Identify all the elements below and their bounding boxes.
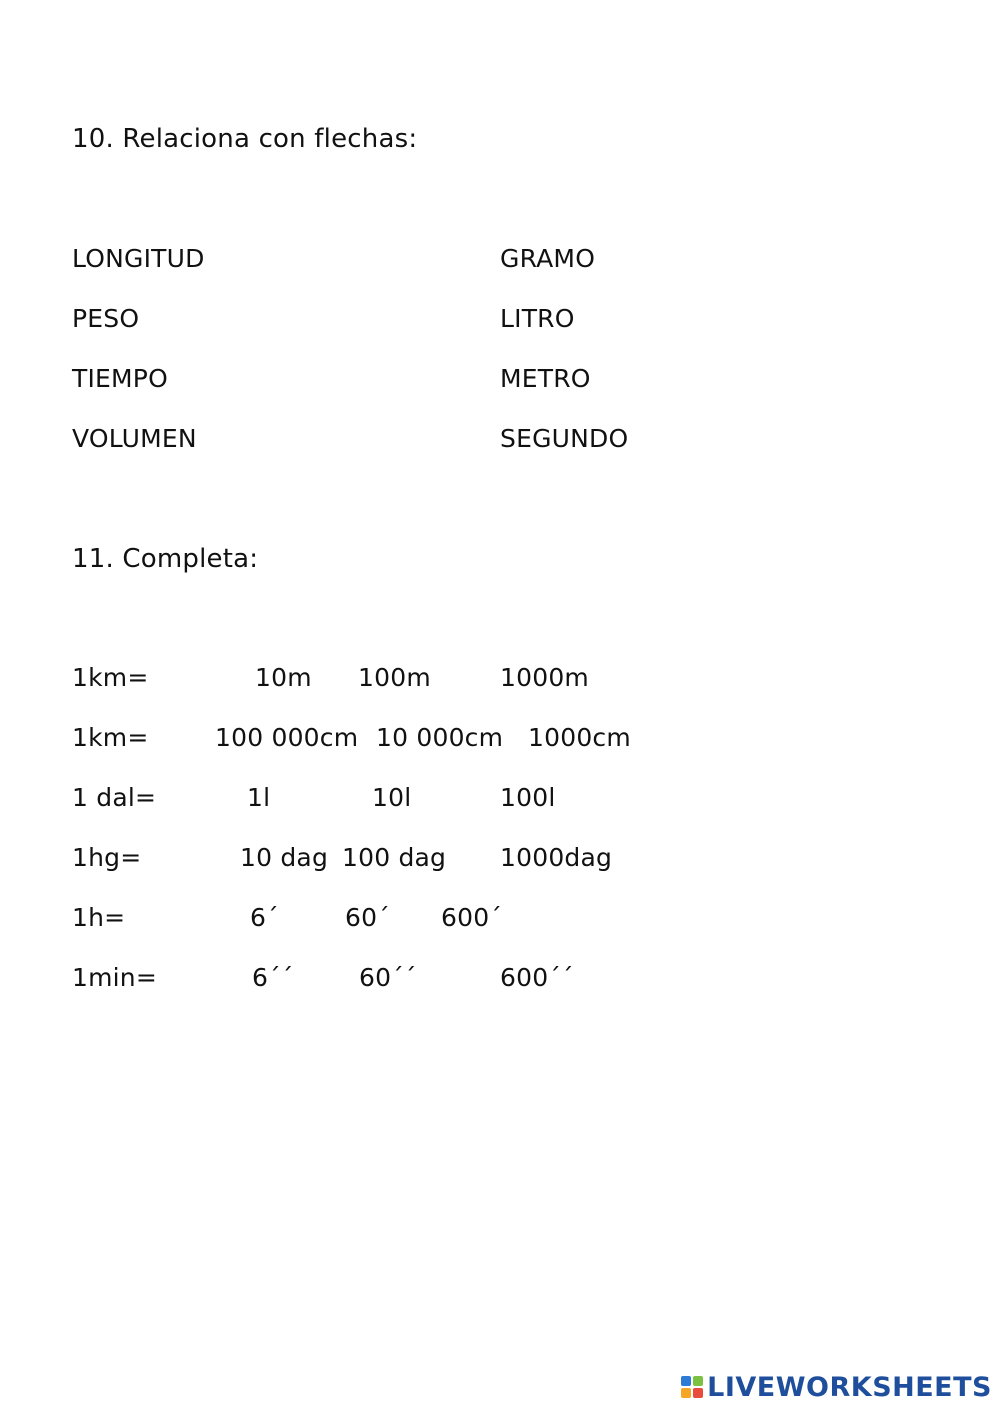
- row-option: 6´: [250, 903, 279, 932]
- left-item-tiempo: TIEMPO: [72, 364, 168, 393]
- row-option: 60´: [345, 903, 390, 932]
- row-option: 100 000cm: [215, 723, 359, 752]
- right-item-gramo: GRAMO: [500, 244, 596, 273]
- row-option: 1000m: [500, 663, 589, 692]
- row-option: 100m: [358, 663, 431, 692]
- row-label: 1min=: [72, 963, 157, 992]
- row-label: 1 dal=: [72, 783, 157, 812]
- right-item-metro: METRO: [500, 364, 591, 393]
- row-label: 1km=: [72, 663, 149, 692]
- left-item-volumen: VOLUMEN: [72, 424, 197, 453]
- liveworksheets-mark-icon: [681, 1376, 703, 1398]
- row-option: 6´´: [252, 963, 294, 992]
- row-option: 600´: [441, 903, 503, 932]
- row-label: 1h=: [72, 903, 126, 932]
- row-label: 1km=: [72, 723, 149, 752]
- logo-square: [693, 1376, 703, 1386]
- row-label: 1hg=: [72, 843, 142, 872]
- row-option: 1l: [247, 783, 271, 812]
- logo-square: [693, 1388, 703, 1398]
- liveworksheets-logo-text: LIVEWORKSHEETS: [707, 1371, 992, 1403]
- row-option: 100 dag: [342, 843, 447, 872]
- liveworksheets-logo: [681, 1369, 992, 1405]
- row-option: 1000dag: [500, 843, 613, 872]
- exercise-10-title: 10. Relaciona con flechas:: [72, 124, 418, 154]
- right-item-segundo: SEGUNDO: [500, 424, 629, 453]
- row-option: 600´´: [500, 963, 574, 992]
- left-item-longitud: LONGITUD: [72, 244, 205, 273]
- row-option: 10 dag: [240, 843, 329, 872]
- row-option: 60´´: [359, 963, 417, 992]
- row-option: 10l: [372, 783, 412, 812]
- row-option: 1000cm: [528, 723, 631, 752]
- row-option: 100l: [500, 783, 556, 812]
- row-option: 10 000cm: [376, 723, 504, 752]
- left-item-peso: PESO: [72, 304, 140, 333]
- logo-square: [681, 1376, 691, 1386]
- row-option: 10m: [255, 663, 312, 692]
- exercise-11-title: 11. Completa:: [72, 544, 259, 574]
- logo-square: [681, 1388, 691, 1398]
- right-item-litro: LITRO: [500, 304, 575, 333]
